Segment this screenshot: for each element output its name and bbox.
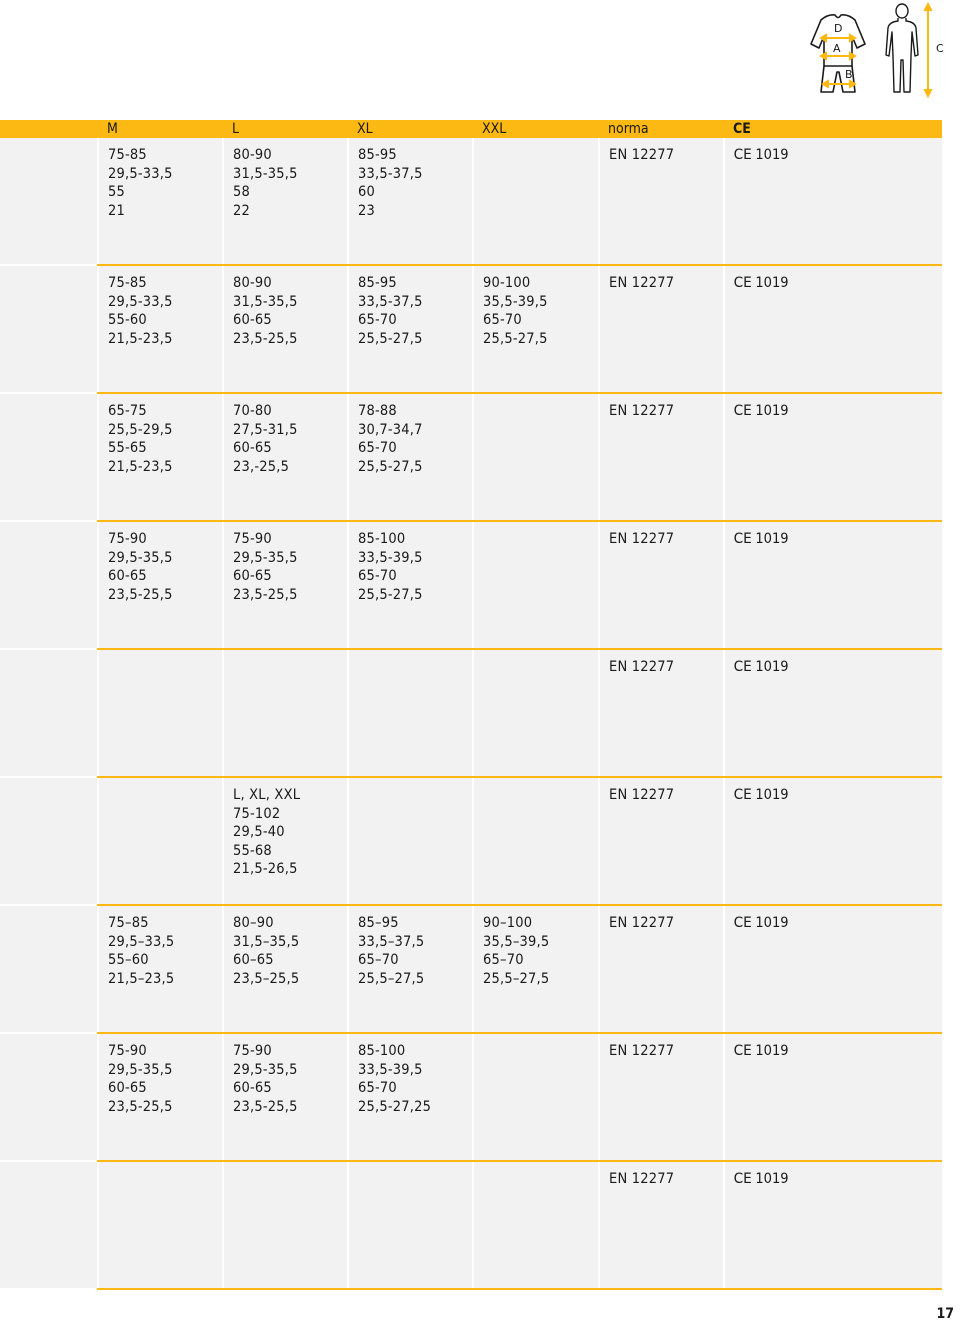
table-row — [0, 778, 942, 906]
header-ce-mark: CE — [733, 121, 751, 137]
table-row — [0, 650, 942, 778]
norma-cell — [600, 522, 723, 648]
table-row — [0, 906, 942, 1034]
product-image-cell — [0, 906, 97, 1032]
product-image-cell — [0, 138, 97, 264]
xxl-cell — [474, 1034, 598, 1160]
product-image-cell — [0, 1034, 97, 1160]
ce-cell — [725, 394, 942, 520]
xl-cell — [349, 266, 472, 392]
l-value: 80–90 31,5–35,5 60–65 23,5–25,5 — [233, 915, 300, 987]
ce-mark-icon: CE — [733, 403, 752, 419]
m-value: 75-90 29,5-35,5 60-65 23,5-25,5 — [108, 1043, 173, 1115]
product-image-cell — [0, 650, 97, 776]
xxl-cell — [474, 138, 598, 264]
xxl-value: 90-100 35,5-39,5 65-70 25,5-27,5 — [483, 275, 548, 347]
m-cell — [99, 906, 222, 1032]
table-row — [0, 266, 942, 394]
ce-mark-icon: CE — [733, 659, 752, 675]
ce-marking — [734, 1042, 789, 1061]
ce-cell — [725, 522, 942, 648]
m-cell — [99, 394, 222, 520]
norma-cell — [600, 266, 723, 392]
diagram-label-d: D — [834, 22, 843, 35]
norma-value: EN 12277 — [609, 403, 675, 419]
norma-value: EN 12277 — [609, 147, 675, 163]
ce-cell — [725, 1162, 942, 1288]
ce-marking — [734, 274, 789, 293]
ce-cell — [725, 778, 942, 904]
norma-value: EN 12277 — [609, 275, 675, 291]
ce-marking — [734, 1170, 789, 1189]
header-m: M — [107, 121, 118, 137]
l-value: 75-90 29,5-35,5 60-65 23,5-25,5 — [233, 1043, 298, 1115]
norma-cell — [600, 906, 723, 1032]
l-cell — [224, 266, 347, 392]
xl-cell — [349, 1162, 472, 1288]
ce-marking — [734, 402, 789, 421]
m-cell — [99, 266, 222, 392]
xl-cell — [349, 138, 472, 264]
xxl-cell — [474, 266, 598, 392]
table-row — [0, 522, 942, 650]
ce-cell — [725, 906, 942, 1032]
m-value: 75-90 29,5-35,5 60-65 23,5-25,5 — [108, 531, 173, 603]
diagram-label-c: C — [936, 42, 944, 55]
l-cell — [224, 394, 347, 520]
header-xl: XL — [357, 121, 373, 137]
xl-value: 85-95 33,5-37,5 60 23 — [358, 147, 423, 219]
ce-notified-body: 1019 — [755, 275, 789, 291]
product-image-cell — [0, 778, 97, 904]
l-value: L, XL, XXL 75-102 29,5-40 55-68 21,5-26,5 — [233, 787, 301, 877]
ce-notified-body: 1019 — [755, 403, 789, 419]
table-row — [0, 394, 942, 522]
ce-mark-icon: CE — [733, 531, 752, 547]
ce-notified-body: 1019 — [755, 915, 789, 931]
ce-notified-body: 1019 — [755, 1171, 789, 1187]
page-number: 17 — [936, 1306, 954, 1322]
l-value: 75-90 29,5-35,5 60-65 23,5-25,5 — [233, 531, 298, 603]
ce-mark-icon: CE — [733, 787, 752, 803]
xxl-cell — [474, 778, 598, 904]
header-l: L — [232, 121, 240, 137]
l-cell — [224, 1034, 347, 1160]
diagram-label-b: B — [845, 68, 853, 81]
l-cell — [224, 138, 347, 264]
norma-cell — [600, 394, 723, 520]
ce-notified-body: 1019 — [755, 531, 789, 547]
xxl-cell — [474, 522, 598, 648]
m-cell — [99, 138, 222, 264]
ce-cell — [725, 1034, 942, 1160]
ce-mark-icon: CE — [733, 147, 752, 163]
m-value: 75-85 29,5-33,5 55 21 — [108, 147, 173, 219]
xl-value: 85-100 33,5-39,5 65-70 25,5-27,5 — [358, 531, 423, 603]
ce-cell — [725, 650, 942, 776]
ce-mark-icon: CE — [733, 915, 752, 931]
m-value: 75-85 29,5-33,5 55-60 21,5-23,5 — [108, 275, 173, 347]
ce-mark-icon: CE — [733, 1043, 752, 1059]
m-value: 75–85 29,5–33,5 55–60 21,5–23,5 — [108, 915, 175, 987]
l-cell — [224, 650, 347, 776]
product-image-cell — [0, 266, 97, 392]
norma-cell — [600, 138, 723, 264]
ce-notified-body: 1019 — [755, 659, 789, 675]
xl-value: 85-100 33,5-39,5 65-70 25,5-27,25 — [358, 1043, 432, 1115]
xl-cell — [349, 778, 472, 904]
norma-value: EN 12277 — [609, 659, 675, 675]
ce-mark-icon: CE — [733, 1171, 752, 1187]
header-xxl: XXL — [482, 121, 507, 137]
norma-cell — [600, 1034, 723, 1160]
ce-mark-icon: CE — [733, 275, 752, 291]
ce-cell — [725, 138, 942, 264]
xl-cell — [349, 650, 472, 776]
l-value: 80-90 31,5-35,5 60-65 23,5-25,5 — [233, 275, 298, 347]
m-cell — [99, 778, 222, 904]
table-row — [0, 1162, 942, 1290]
m-cell — [99, 522, 222, 648]
ce-notified-body: 1019 — [755, 1043, 789, 1059]
size-diagram-figure — [795, 0, 955, 100]
m-value: 65-75 25,5-29,5 55-65 21,5-23,5 — [108, 403, 173, 475]
ce-marking — [734, 530, 789, 549]
l-value: 80-90 31,5-35,5 58 22 — [233, 147, 298, 219]
diagram-label-a: A — [833, 42, 841, 55]
product-image-cell — [0, 522, 97, 648]
xl-value: 85–95 33,5–37,5 65–70 25,5–27,5 — [358, 915, 425, 987]
product-image-cell — [0, 394, 97, 520]
norma-cell — [600, 1162, 723, 1288]
xxl-value: 90–100 35,5–39,5 65–70 25,5–27,5 — [483, 915, 550, 987]
ce-marking — [734, 658, 789, 677]
ce-marking — [734, 914, 789, 933]
xxl-cell — [474, 394, 598, 520]
table-header — [0, 120, 942, 138]
l-cell — [224, 778, 347, 904]
xl-cell — [349, 1034, 472, 1160]
m-cell — [99, 1034, 222, 1160]
xxl-cell — [474, 906, 598, 1032]
norma-cell — [600, 650, 723, 776]
table-row — [0, 1034, 942, 1162]
ce-notified-body: 1019 — [755, 787, 789, 803]
m-cell — [99, 650, 222, 776]
ce-marking — [734, 146, 789, 165]
ce-marking — [734, 786, 789, 805]
norma-value: EN 12277 — [609, 1043, 675, 1059]
xl-cell — [349, 394, 472, 520]
xl-value: 85-95 33,5-37,5 65-70 25,5-27,5 — [358, 275, 423, 347]
xl-cell — [349, 522, 472, 648]
xxl-cell — [474, 650, 598, 776]
product-image-cell — [0, 1162, 97, 1288]
l-cell — [224, 522, 347, 648]
l-value: 70-80 27,5-31,5 60-65 23,-25,5 — [233, 403, 298, 475]
xl-cell — [349, 906, 472, 1032]
m-cell — [99, 1162, 222, 1288]
size-table — [0, 138, 942, 1290]
norma-value: EN 12277 — [609, 915, 675, 931]
xl-value: 78-88 30,7-34,7 65-70 25,5-27,5 — [358, 403, 423, 475]
header-norma: norma — [608, 121, 649, 137]
norma-value: EN 12277 — [609, 787, 675, 803]
ce-cell — [725, 266, 942, 392]
xxl-cell — [474, 1162, 598, 1288]
table-row — [0, 138, 942, 266]
norma-cell — [600, 778, 723, 904]
human-figure-icon — [886, 4, 918, 92]
norma-value: EN 12277 — [609, 531, 675, 547]
l-cell — [224, 906, 347, 1032]
ce-notified-body: 1019 — [755, 147, 789, 163]
norma-value: EN 12277 — [609, 1171, 675, 1187]
l-cell — [224, 1162, 347, 1288]
